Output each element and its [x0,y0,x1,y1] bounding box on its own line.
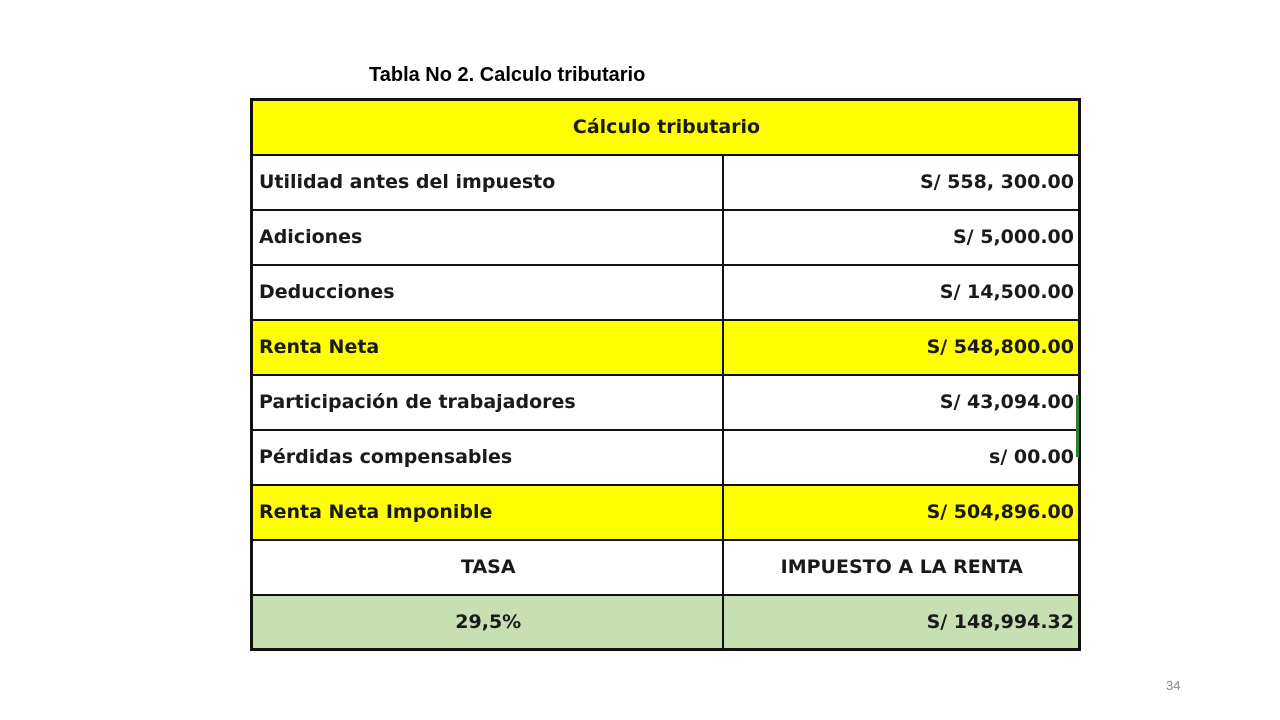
cell-selection-marker [1076,395,1079,457]
table-row [252,210,1080,265]
tax-header: IMPUESTO A LA RENTA [723,540,1080,595]
row-amount: S/ 504,896.00 [723,485,1080,540]
rate-value: 29,5% [252,595,723,650]
tax-calculation-table [250,98,1081,651]
table-row [252,375,1080,430]
summary-value-row [252,595,1080,650]
row-label: Utilidad antes del impuesto [252,155,723,210]
row-amount: S/ 548,800.00 [723,320,1080,375]
table-row-highlighted [252,485,1080,540]
summary-header-row [252,540,1080,595]
row-amount: s/ 00.00 [723,430,1080,485]
row-label: Renta Neta [252,320,723,375]
row-label: Renta Neta Imponible [252,485,723,540]
row-label: Participación de trabajadores [252,375,723,430]
table-caption: Tabla No 2. Calculo tributario [369,64,646,86]
row-amount: S/ 43,094.00 [723,375,1080,430]
table-row [252,265,1080,320]
table-row [252,155,1080,210]
tax-value: S/ 148,994.32 [723,595,1080,650]
row-label: Deducciones [252,265,723,320]
row-amount: S/ 558, 300.00 [723,155,1080,210]
row-label: Adiciones [252,210,723,265]
table-row [252,430,1080,485]
row-amount: S/ 14,500.00 [723,265,1080,320]
row-label: Pérdidas compensables [252,430,723,485]
table-row-highlighted [252,320,1080,375]
table-header-row [252,100,1080,155]
rate-header: TASA [252,540,723,595]
row-amount: S/ 5,000.00 [723,210,1080,265]
page-number: 34 [1166,678,1181,693]
table-header-cell: Cálculo tributario [252,100,1080,155]
